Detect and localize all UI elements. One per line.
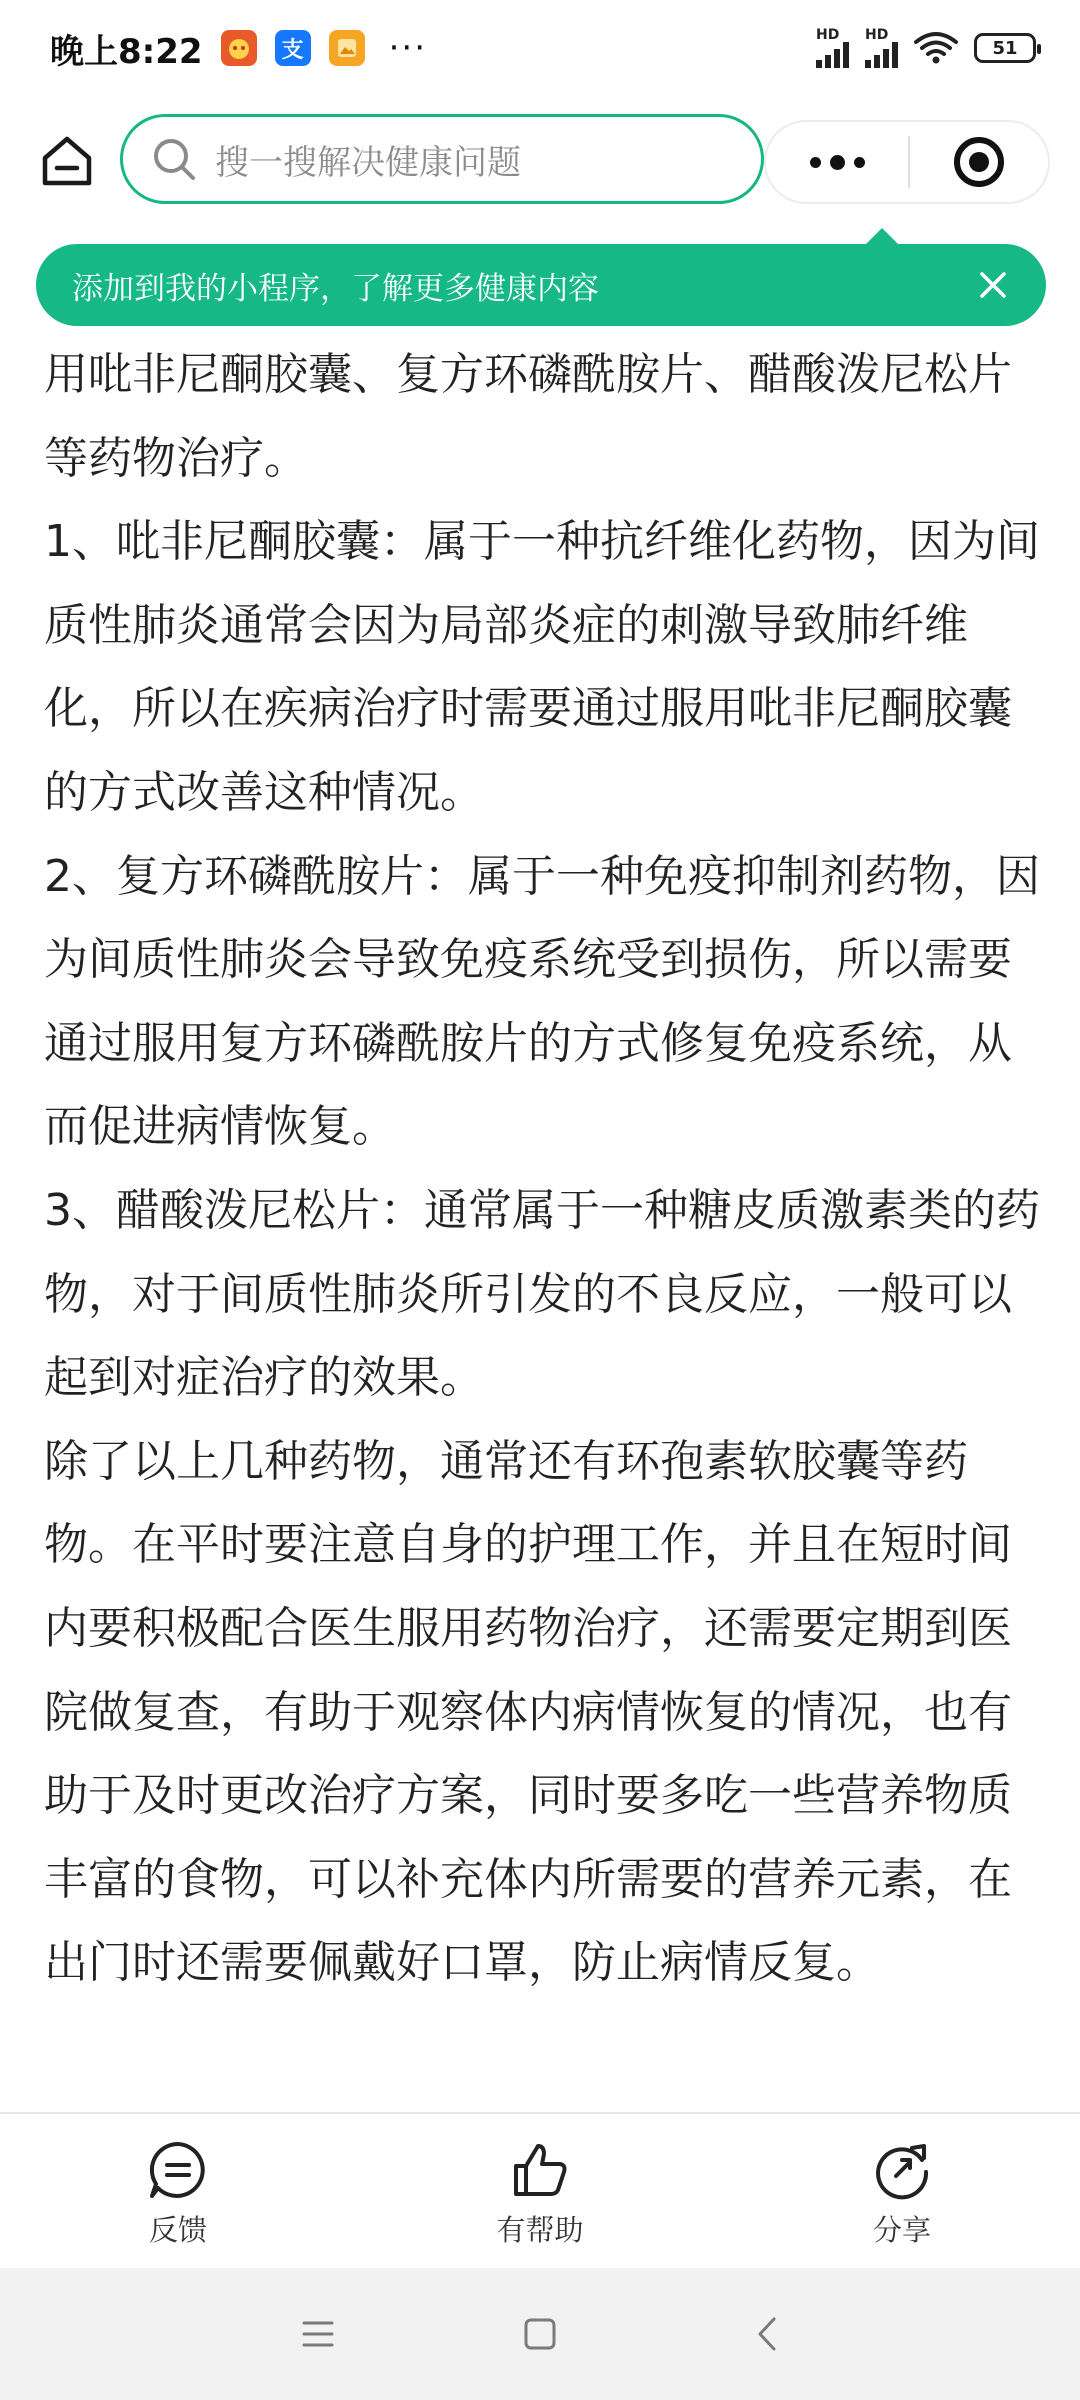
search-icon: [151, 136, 197, 182]
home-icon[interactable]: [40, 134, 94, 188]
close-miniprogram-button[interactable]: [910, 122, 1048, 202]
menu-icon[interactable]: [298, 2314, 338, 2354]
miniprogram-capsule: [764, 120, 1050, 204]
search-input[interactable]: [120, 114, 764, 204]
thumbs-up-icon: [510, 2140, 570, 2200]
battery-level: 51: [992, 37, 1018, 59]
feedback-label: 反馈: [148, 2213, 207, 2247]
feedback-button[interactable]: [78, 2140, 278, 2249]
share-label: 分享: [872, 2213, 931, 2247]
alipay-icon: 支: [275, 30, 311, 66]
article-paragraph: 2、复方环磷酰胺片：属于一种免疫抑制剂药物，因为间质性肺炎会导致免疫系统受到损伤，所以需要通过服用复方环磷酰胺片的方式修复免疫系统，从而促进病情恢复。: [44, 850, 1040, 1153]
close-icon[interactable]: [974, 266, 1012, 304]
article-body: [44, 333, 1040, 2005]
status-time: 晚上8:22: [50, 31, 203, 72]
wifi-icon: [914, 31, 958, 65]
signal-2-icon: HD: [865, 28, 898, 68]
helpful-button[interactable]: [440, 2140, 640, 2249]
header: [0, 108, 1080, 212]
share-button[interactable]: [802, 2140, 1002, 2249]
article-paragraph: 3、醋酸泼尼松片：通常属于一种糖皮质激素类的药物，对于间质性肺炎所引发的不良反应，一般可以起到对症治疗的效果。: [44, 1184, 1040, 1404]
game-app-icon: [221, 30, 257, 66]
more-dot-icon: [810, 157, 821, 168]
more-dot-icon: [854, 157, 865, 168]
article-paragraph: 除了以上几种药物，通常还有环孢素软胶囊等药物。在平时要注意自身的护理工作，并且在短时间内要积极配合医生服用药物治疗，还需要定期到医院做复查，有助于观察体内病情恢复的情况，也有助于及时更改治疗方案，同时要多吃一些营养物质丰富的食物，可以补充体内所需要的营养元素，在出门时还需要佩戴好口罩，防止病情反复。: [44, 1435, 1012, 1989]
more-options-button[interactable]: [766, 122, 908, 202]
more-dot-icon: [830, 155, 845, 170]
article-paragraph: 用吡非尼酮胶囊、复方环磷酰胺片、醋酸泼尼松片等药物治疗。: [44, 349, 1012, 484]
feedback-icon: [148, 2140, 208, 2200]
status-bar: [0, 0, 1080, 96]
action-bar: [0, 2112, 1080, 2268]
battery-icon: [974, 33, 1036, 63]
share-icon: [872, 2140, 932, 2200]
target-close-icon: [954, 137, 1004, 187]
gallery-app-icon: [329, 30, 365, 66]
back-icon[interactable]: [748, 2314, 788, 2354]
more-notifications-icon: ···: [388, 28, 428, 68]
article-paragraph: 1、吡非尼酮胶囊：属于一种抗纤维化药物，因为间质性肺炎通常会因为局部炎症的刺激导致肺纤维化，所以在疾病治疗时需要通过服用吡非尼酮胶囊的方式改善这种情况。: [44, 516, 1040, 818]
signal-1-icon: HD: [816, 28, 849, 68]
helpful-label: 有帮助: [496, 2213, 584, 2247]
home-nav-icon[interactable]: [520, 2314, 560, 2354]
banner-text: 添加到我的小程序，了解更多健康内容: [72, 270, 599, 307]
search-placeholder: 搜一搜解决健康问题: [215, 142, 521, 183]
status-right: [816, 28, 1036, 68]
add-to-miniprogram-banner[interactable]: [36, 244, 1046, 326]
system-nav-bar: [0, 2268, 1080, 2400]
status-left: [50, 24, 427, 73]
